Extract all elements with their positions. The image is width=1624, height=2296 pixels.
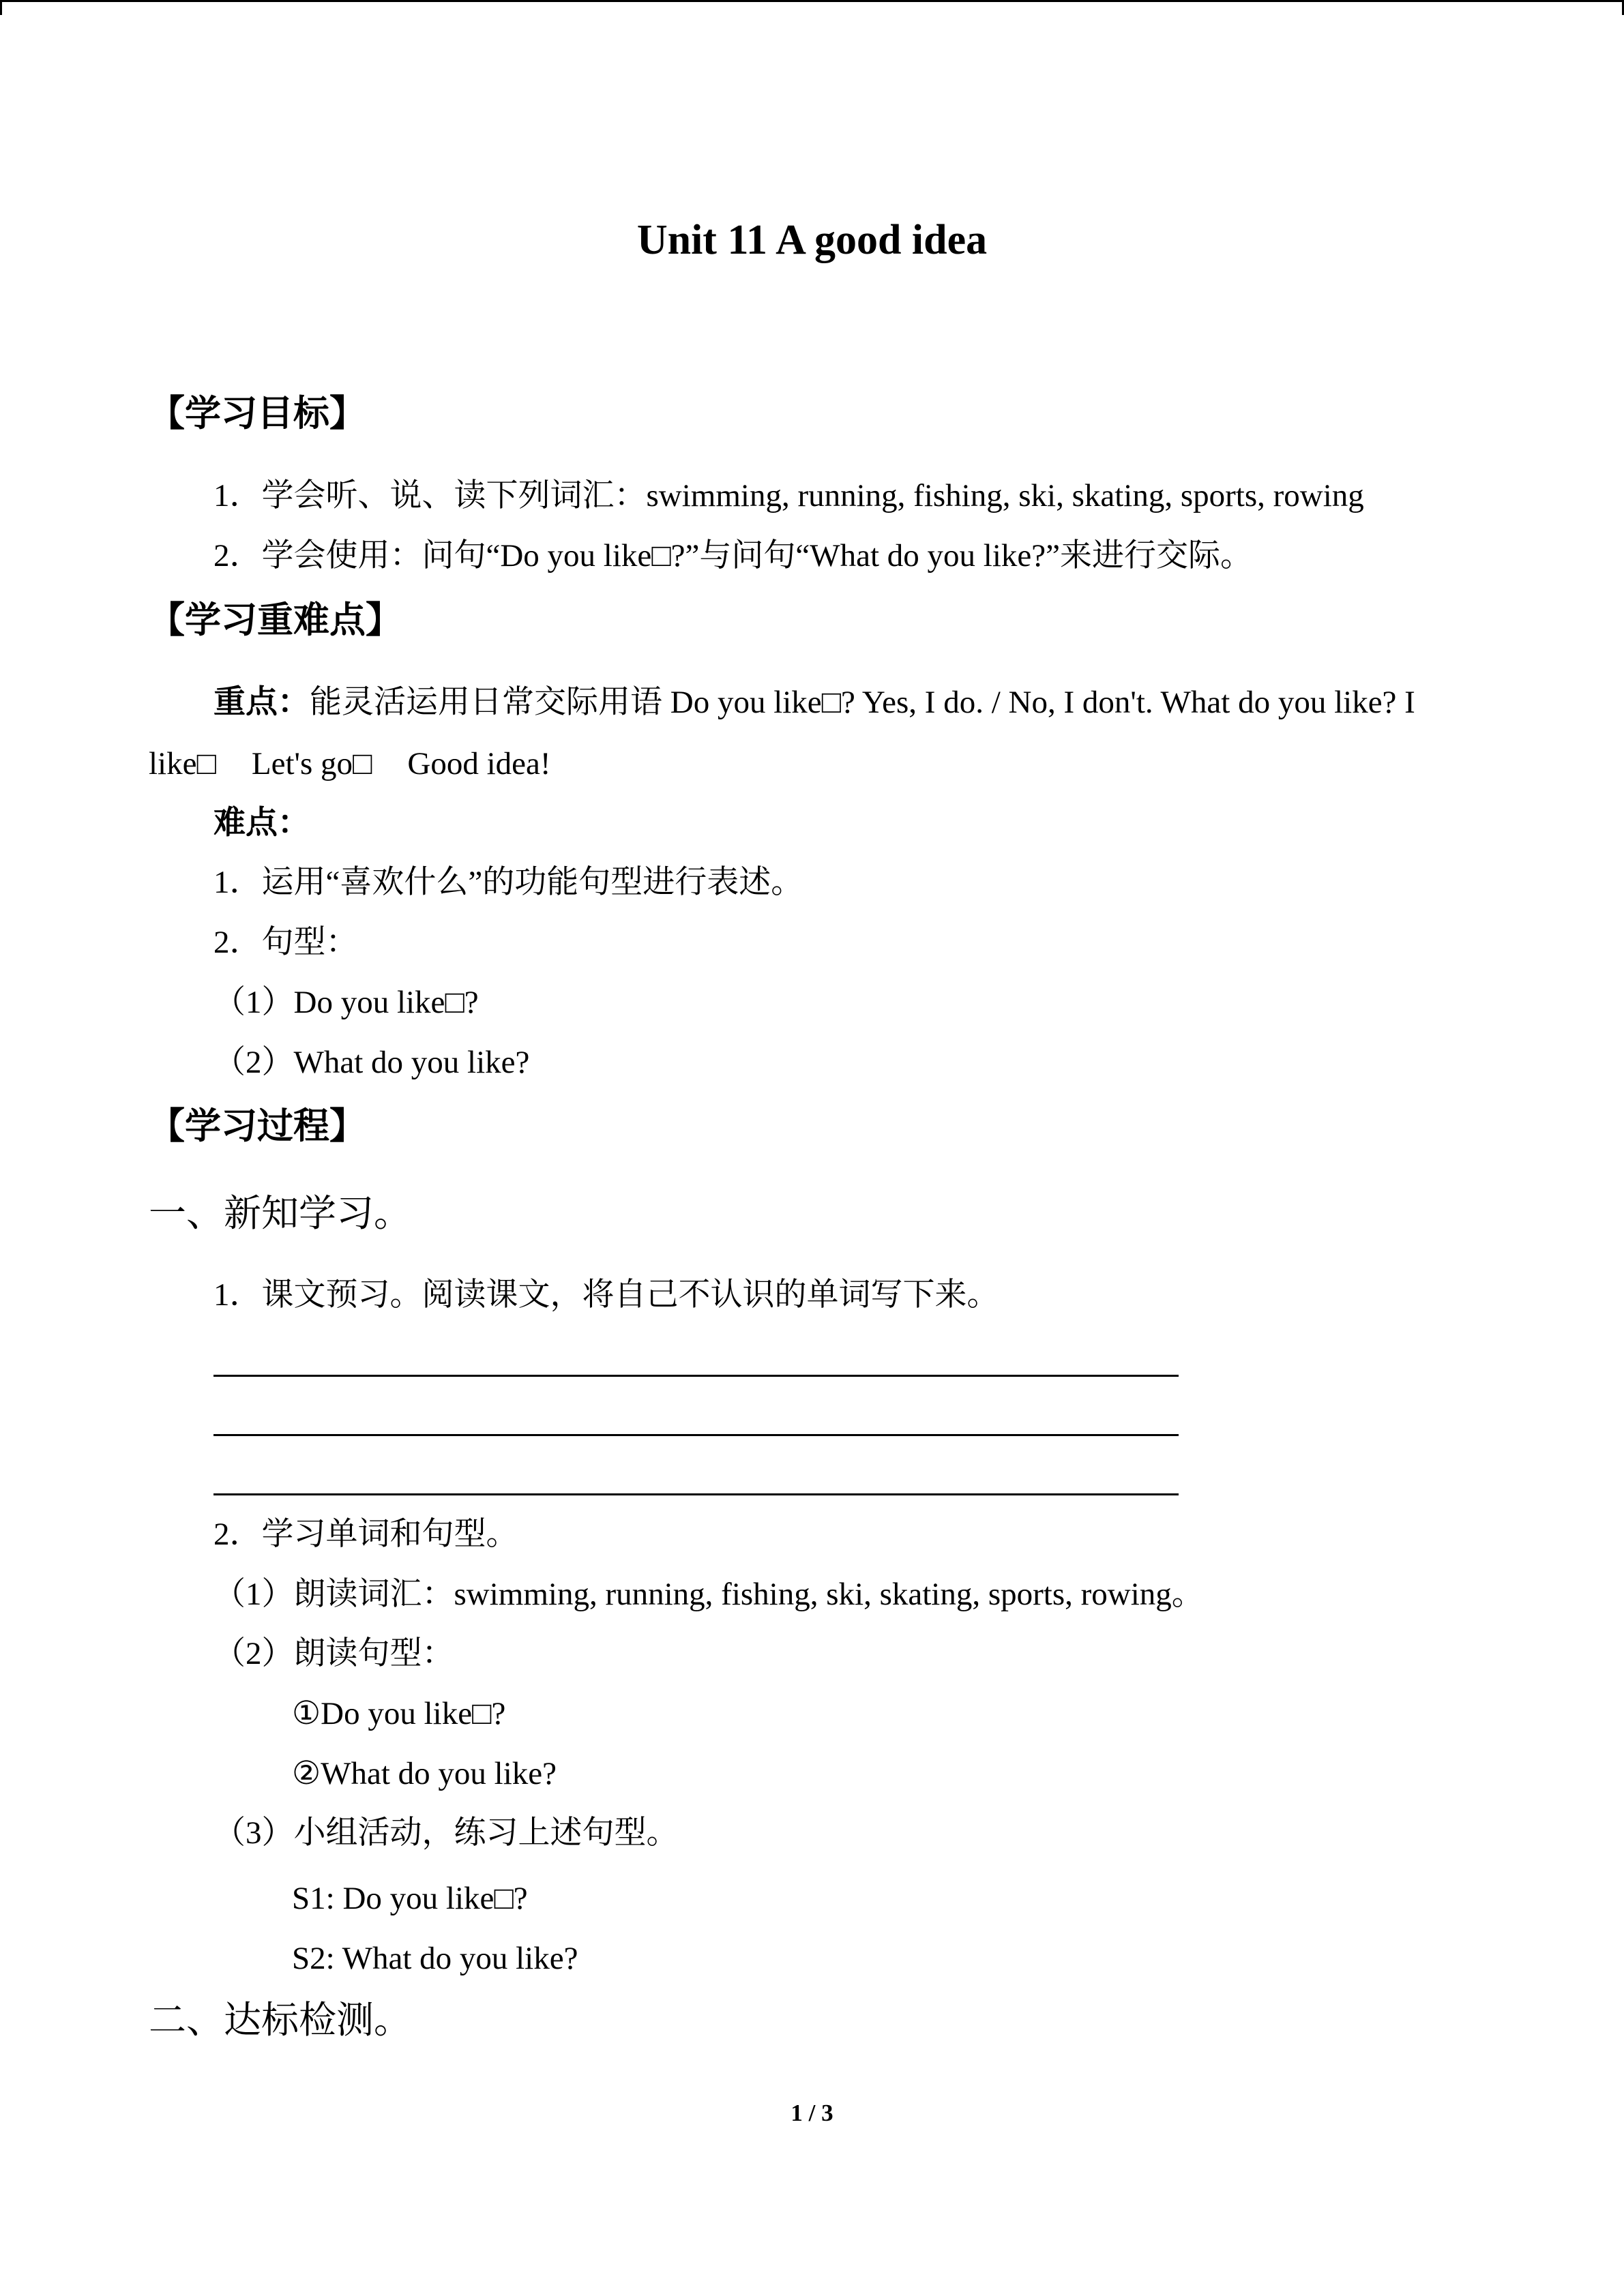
sub-step-2-pattern-b: ②What do you like? xyxy=(292,1756,557,1791)
difficulty-item-2: 2．句型： xyxy=(213,925,358,960)
sub-step-3: （3）小组活动，练习上述句型。 xyxy=(213,1815,679,1851)
difficulty-label: 难点： xyxy=(213,805,310,841)
focus-continuation xyxy=(149,743,551,784)
focus-label: 重点： xyxy=(213,685,310,720)
page-number: 1 / 3 xyxy=(791,2100,833,2126)
focus-line xyxy=(213,682,1415,723)
heading-objectives: 【学习目标】 xyxy=(149,393,366,434)
page-top-border xyxy=(0,0,1624,2)
heading-key-points: 【学习重难点】 xyxy=(149,599,402,641)
heading-process: 【学习过程】 xyxy=(149,1105,366,1147)
dialog-s1: S1: Do you like□? xyxy=(292,1881,528,1916)
focus-cont-2: Let's go□ xyxy=(251,746,372,781)
step-1: 1．课文预习。阅读课文，将自己不认识的单词写下来。 xyxy=(213,1277,999,1313)
answer-blank-line xyxy=(213,1434,1179,1436)
section-assessment: 二、达标检测。 xyxy=(149,1998,412,2042)
section-new-learning: 一、新知学习。 xyxy=(149,1191,412,1235)
focus-text: 能灵活运用日常交际用语 Do you like□? Yes, I do. / No, I don't. What do you like? I xyxy=(310,685,1415,720)
dialog-s2: S2: What do you like? xyxy=(292,1941,578,1976)
pattern-2: （2）What do you like? xyxy=(213,1045,530,1080)
difficulty-item-1: 1．运用“喜欢什么”的功能句型进行表述。 xyxy=(213,865,803,900)
pattern-1: （1）Do you like□? xyxy=(213,985,479,1020)
sub-step-1: （1）朗读词汇：swimming, running, fishing, ski, skating, sports, rowing。 xyxy=(213,1577,1204,1612)
page-left-border-tick xyxy=(0,0,2,15)
focus-cont-1: like□ xyxy=(149,746,216,781)
sub-step-2: （2）朗读句型： xyxy=(213,1636,454,1671)
page-title: Unit 11 A good idea xyxy=(636,217,988,263)
objective-item-1: 1．学会听、说、读下列词汇：swimming, running, fishing, ski, skating, sports, rowing xyxy=(213,478,1364,513)
sub-step-2-pattern-a: ①Do you like□? xyxy=(292,1696,506,1731)
answer-blank-line xyxy=(213,1493,1179,1495)
step-2: 2．学习单词和句型。 xyxy=(213,1517,518,1552)
objective-item-2: 2．学会使用：问句“Do you like□?”与问句“What do you like?”来进行交际。 xyxy=(213,538,1252,573)
focus-cont-3: Good idea! xyxy=(407,746,551,781)
answer-blank-line xyxy=(213,1375,1179,1377)
